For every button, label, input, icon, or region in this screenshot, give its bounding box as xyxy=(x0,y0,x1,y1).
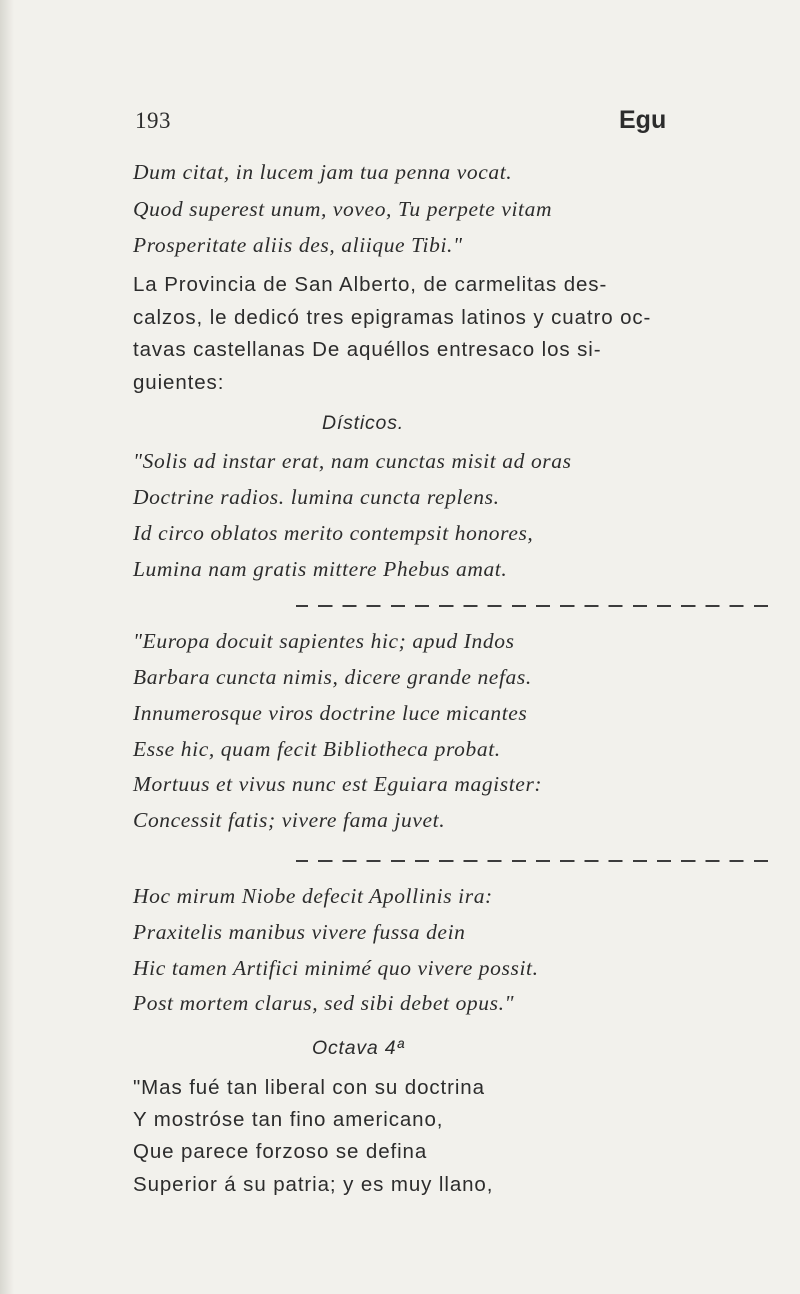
prose-line: guientes: xyxy=(133,371,225,394)
epigram-line: Concessit fatis; vivere fama juvet. xyxy=(133,808,446,832)
poem-intro-line: Prosperitate aliis des, aliique Tibi." xyxy=(133,233,463,257)
epigram-line: "Solis ad instar erat, nam cunctas misit ad oras xyxy=(133,449,572,473)
poem-intro-line: Dum citat, in lucem jam tua penna vocat. xyxy=(133,160,513,184)
epigram-line: Innumerosque viros doctrine luce micantes xyxy=(133,701,528,725)
prose-line: calzos, le dedicó tres epigramas latinos y cuatro oc- xyxy=(133,306,652,329)
epigram-line: Praxitelis manibus vivere fussa dein xyxy=(133,920,466,944)
epigram-line: Hic tamen Artifici minimé quo vivere possit. xyxy=(133,956,539,980)
running-head: Egu xyxy=(619,106,667,134)
epigram-line: Mortuus et vivus nunc est Eguiara magister: xyxy=(133,772,543,796)
epigram-line: "Europa docuit sapientes hic; apud Indos xyxy=(133,629,515,653)
epigram-line: Hoc mirum Niobe defecit Apollinis ira: xyxy=(133,884,493,908)
page-gutter-shadow xyxy=(0,0,14,1294)
epigram-line: Esse hic, quam fecit Bibliotheca probat. xyxy=(133,737,501,761)
disticos-heading: Dísticos. xyxy=(322,412,404,434)
epigram-line: Lumina nam gratis mittere Phebus amat. xyxy=(133,557,508,581)
epigram-line: Barbara cuncta nimis, dicere grande nefas. xyxy=(133,665,532,689)
octava-heading: Octava 4ª xyxy=(312,1037,405,1059)
section-divider xyxy=(296,605,776,607)
prose-line: tavas castellanas De aquéllos entresaco los si- xyxy=(133,338,602,361)
prose-line: La Provincia de San Alberto, de carmelitas des- xyxy=(133,273,608,296)
epigram-line: Id circo oblatos merito contempsit honores, xyxy=(133,521,534,545)
poem-intro-line: Quod superest unum, voveo, Tu perpete vitam xyxy=(133,197,553,221)
octava-line: Y mostróse tan fino americano, xyxy=(133,1108,444,1131)
page-number: 193 xyxy=(135,108,171,133)
octava-line: Superior á su patria; y es muy llano, xyxy=(133,1173,494,1196)
octava-line: Que parece forzoso se defina xyxy=(133,1140,428,1163)
epigram-line: Post mortem clarus, sed sibi debet opus." xyxy=(133,991,515,1015)
section-divider xyxy=(296,860,776,862)
epigram-line: Doctrine radios. lumina cuncta replens. xyxy=(133,485,500,509)
octava-line: "Mas fué tan liberal con su doctrina xyxy=(133,1076,485,1099)
